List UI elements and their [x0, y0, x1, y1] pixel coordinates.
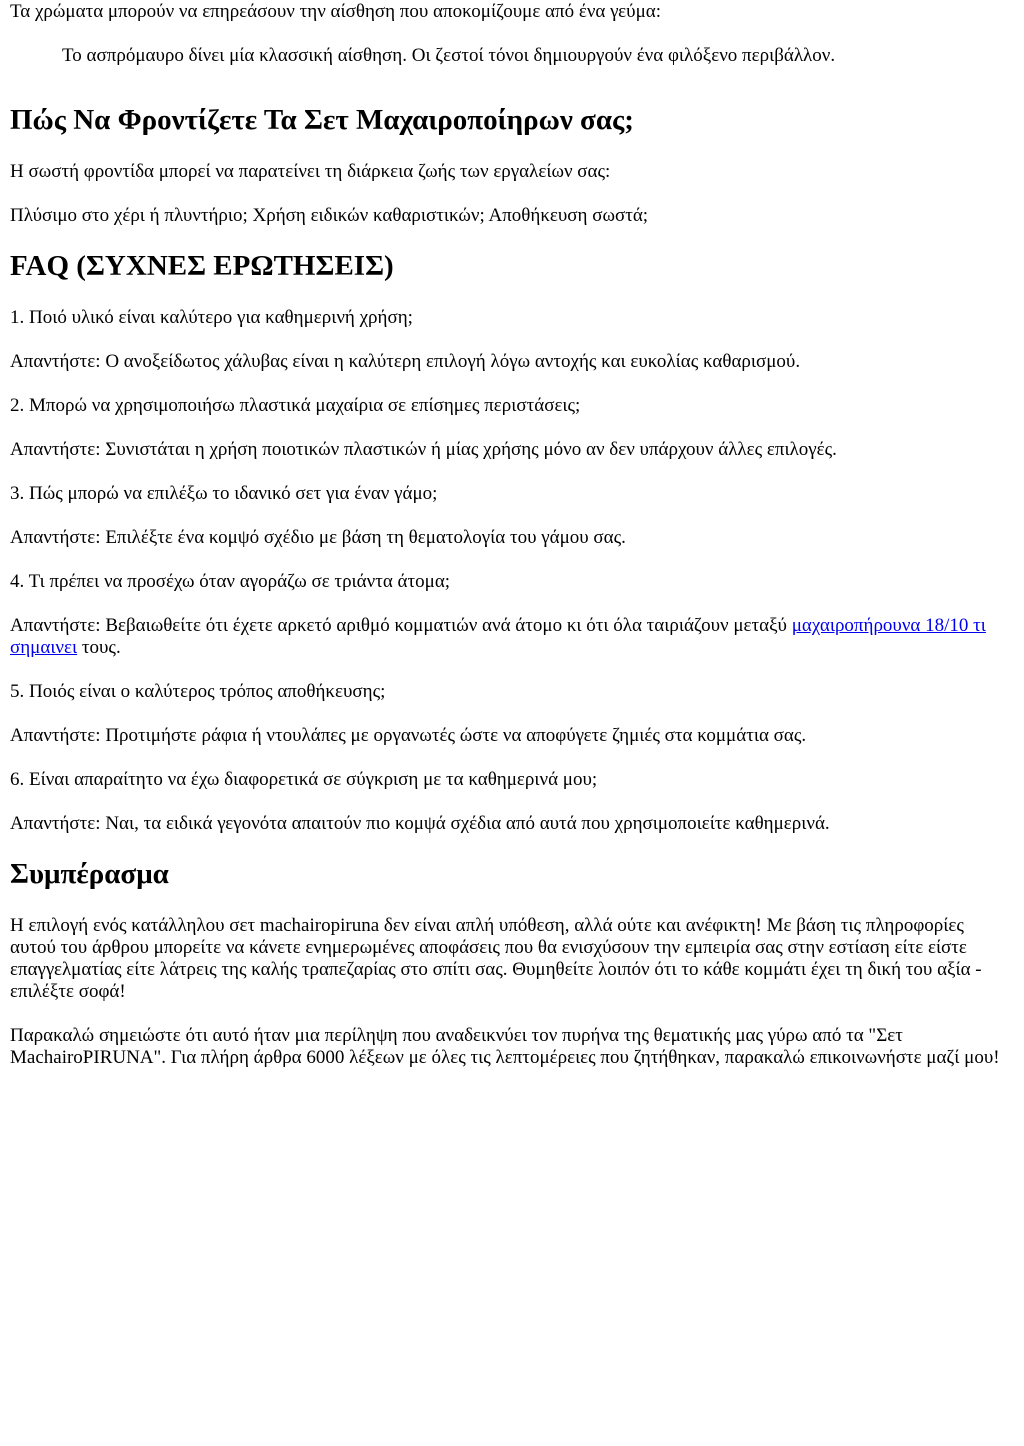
faq-answer-2: Απαντήστε: Συνιστάται η χρήση ποιοτικών πλαστικών ή μίας χρήσης μόνο αν δεν υπάρχουν άλλες επιλογές.: [10, 439, 837, 460]
blockquote: Το ασπρόμαυρο δίνει μία κλασσική αίσθηση. Οι ζεστοί τόνοι δημιουργούν ένα φιλόξενο περιβάλλον.: [62, 45, 836, 66]
faq-answer-1: Απαντήστε: Ο ανοξείδωτος χάλυβας είναι η καλύτερη επιλογή λόγω αντοχής και ευκολίας καθαρισμού.: [10, 351, 801, 372]
conclusion-paragraph-2: Παρακαλώ σημειώστε ότι αυτό ήταν μια περίληψη που αναδεικνύει τον πυρήνα της θεματικής μας γύρω από τα "Σετ MachairoPIRUNA". Για πλήρη άρθρα 6000 λέξεων με όλες τις λεπτομέρειες που ζητήθηκαν, παρακαλώ επικοινωνήστε μαζί μου!: [10, 1025, 1000, 1068]
faq-question-5: 5. Ποιός είναι ο καλύτερος τρόπος αποθήκευσης;: [10, 681, 386, 702]
faq-question-6: 6. Είναι απαραίτητο να έχω διαφορετικά σε σύγκριση με τα καθημερινά μου;: [10, 769, 598, 790]
faq-heading: FAQ (ΣΥΧΝΕΣ ΕΡΩΤΗΣΕΙΣ): [10, 250, 394, 282]
conclusion-paragraph-1: Η επιλογή ενός κατάλληλου σετ machairopiruna δεν είναι απλή υπόθεση, αλλά ούτε και ανέφικτη! Με βάση τις πληροφορίες αυτού του άρθρου μπορείτε να κάνετε ενημερωμένες αποφάσεις που θα ενισχύσουν την εμπειρία σας στην εστίαση είτε είστε επαγγελματίας είτε λάτρεις της καλής τραπεζαρίας στο σπίτι σας. Θυμηθείτε λοιπόν ότι το κάθε κομμάτι έχει τη δική του αξία - επιλέξτε σοφά!: [10, 915, 982, 1002]
faq-answer-4-prefix: Απαντήστε: Βεβαιωθείτε ότι έχετε αρκετό αριθμό κομματιών ανά άτομο κι ότι όλα ταιριάζουν μεταξύ: [10, 615, 792, 636]
care-paragraph-1: Η σωστή φροντίδα μπορεί να παρατείνει τη διάρκεια ζωής των εργαλείων σας:: [10, 161, 611, 182]
faq-question-1: 1. Ποιό υλικό είναι καλύτερο για καθημερινή χρήση;: [10, 307, 413, 328]
intro-paragraph: Τα χρώματα μπορούν να επηρεάσουν την αίσθηση που αποκομίζουμε από ένα γεύμα:: [10, 1, 661, 22]
faq-answer-3: Απαντήστε: Επιλέξτε ένα κομψό σχέδιο με βάση τη θεματολογία του γάμου σας.: [10, 527, 626, 548]
faq-answer-4: [10, 615, 1014, 659]
faq-answer-6: Απαντήστε: Ναι, τα ειδικά γεγονότα απαιτούν πιο κομψά σχέδια από αυτά που χρησιμοποιείτε καθημερινά.: [10, 813, 830, 834]
faq-question-2: 2. Μπορώ να χρησιμοποιήσω πλαστικά μαχαίρια σε επίσημες περιστάσεις;: [10, 395, 581, 416]
faq-question-4: 4. Τι πρέπει να προσέχω όταν αγοράζω σε τριάντα άτομα;: [10, 571, 451, 592]
cutlery-18-10-link[interactable]: μαχαιροπήρουνα 18/10 τι σημαινει: [10, 615, 986, 658]
care-heading: Πώς Να Φροντίζετε Τα Σετ Μαχαιροποίηρων σας;: [10, 104, 634, 136]
faq-answer-5: Απαντήστε: Προτιμήστε ράφια ή ντουλάπες με οργανωτές ώστε να αποφύγετε ζημιές στα κομμάτια σας.: [10, 725, 807, 746]
conclusion-heading: Συμπέρασμα: [10, 858, 169, 890]
faq-question-3: 3. Πώς μπορώ να επιλέξω το ιδανικό σετ για έναν γάμο;: [10, 483, 438, 504]
faq-answer-4-suffix: τους.: [77, 637, 121, 658]
care-paragraph-2: Πλύσιμο στο χέρι ή πλυντήριο; Χρήση ειδικών καθαριστικών; Αποθήκευση σωστά;: [10, 205, 649, 226]
